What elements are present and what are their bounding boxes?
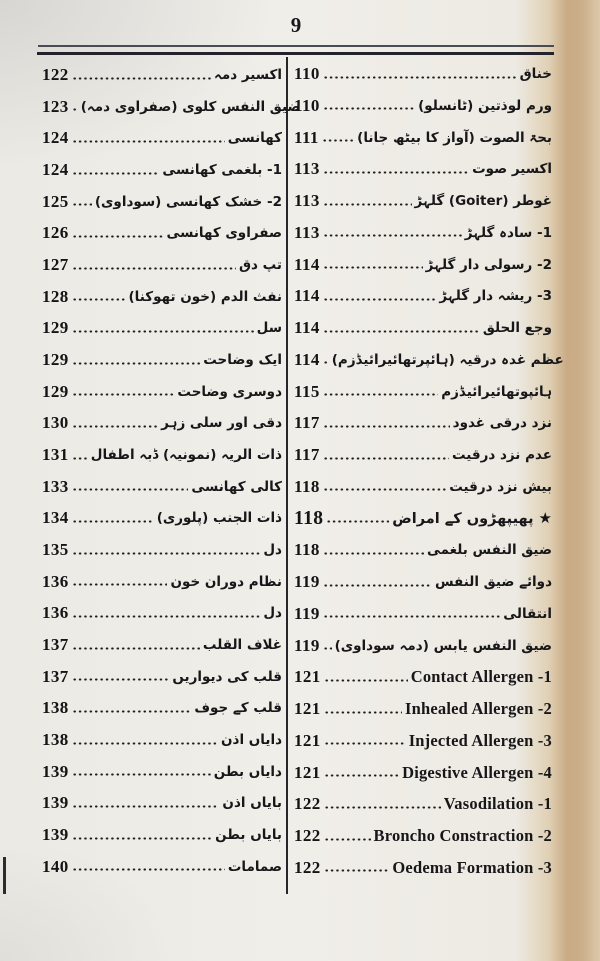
entry-title: اکسیر دمہ — [213, 67, 282, 83]
dot-leader — [323, 218, 462, 248]
entry-title: ذات الریہ (نمونیہ) ڈبہ اطفال — [90, 447, 282, 464]
toc-entry — [42, 250, 282, 280]
dot-leader — [323, 59, 517, 89]
entry-page-number: 136 — [42, 571, 69, 591]
toc-entry — [42, 345, 282, 375]
toc-entry — [42, 408, 282, 438]
toc-column-left — [42, 60, 301, 882]
dot-leader — [72, 662, 170, 692]
dot-leader — [72, 155, 160, 185]
dot-leader — [72, 408, 158, 438]
dot-leader — [324, 821, 371, 851]
toc-entry — [294, 123, 552, 153]
entry-page-number: 119 — [294, 572, 320, 591]
dot-leader — [323, 281, 437, 311]
dot-leader — [324, 694, 402, 724]
toc-entry — [294, 218, 552, 248]
dot-leader — [72, 282, 126, 312]
entry-title: غلاف القلب — [202, 637, 282, 654]
entry-page-number: 110 — [294, 95, 320, 115]
entry-title: Injected Allergen -3 — [408, 730, 552, 750]
dot-leader — [324, 758, 399, 788]
entry-page-number: 128 — [42, 286, 69, 306]
toc-entry — [42, 693, 282, 723]
entry-title: دل — [263, 605, 282, 622]
toc-entry — [42, 535, 282, 565]
entry-page-number: 117 — [294, 413, 320, 433]
entry-page-number: 124 — [42, 160, 69, 180]
entry-title: ضیق النفس یابس (دمہ سوداوی) — [334, 637, 552, 654]
dot-leader — [72, 250, 236, 280]
column-divider — [286, 57, 288, 894]
dot-leader — [72, 440, 88, 470]
entry-title: دایاں اذن — [221, 732, 282, 749]
toc-entry — [294, 535, 552, 565]
toc-entry — [42, 788, 282, 818]
entry-title: صفراوی کھانسی — [166, 225, 282, 242]
entry-title: Inhealed Allergen -2 — [405, 699, 552, 718]
entry-page-number: 139 — [42, 825, 69, 845]
entry-page-number: 135 — [42, 540, 69, 560]
entry-title: عدم نزد درقیت — [451, 447, 552, 463]
entry-page-number: 121 — [294, 730, 321, 750]
entry-title: 1- سادہ گلہڑ — [464, 224, 552, 241]
toc-entry — [42, 757, 282, 787]
entry-page-number: 110 — [294, 64, 320, 83]
toc-entry — [42, 187, 282, 217]
entry-page-number: 121 — [294, 667, 321, 687]
entry-page-number: 119 — [294, 603, 320, 623]
entry-title: ایک وضاحت — [203, 352, 282, 369]
entry-page-number: 114 — [294, 286, 320, 306]
toc-entry — [42, 852, 282, 882]
entry-title: بحۃ الصوت (آواز کا بیٹھ جانا) — [357, 129, 552, 146]
entry-title: 2- رسولی دار گلہڑ — [425, 256, 552, 273]
entry-title: ضیق النفس کلوی (صفراوی دمہ) — [80, 98, 301, 115]
toc-entry — [294, 59, 552, 89]
entry-title: 3- ریشہ دار گلہڑ — [439, 288, 552, 305]
toc-entry — [294, 313, 552, 343]
entry-page-number: 131 — [42, 445, 69, 465]
toc-column-right — [294, 59, 564, 883]
entry-title: Vasodilation -1 — [443, 794, 552, 814]
toc-entry — [294, 91, 552, 121]
entry-title: دل — [263, 542, 282, 559]
dot-leader — [323, 599, 501, 629]
entry-page-number: 126 — [42, 223, 69, 243]
entry-page-number: 139 — [42, 761, 69, 781]
toc-entry — [42, 313, 282, 343]
entry-page-number: 114 — [294, 349, 320, 369]
entry-page-number: 121 — [294, 762, 321, 782]
dot-leader — [323, 440, 449, 470]
entry-page-number: 137 — [42, 635, 69, 655]
entry-page-number: 118 — [294, 507, 324, 529]
toc-entry — [294, 631, 552, 661]
dot-leader — [323, 535, 424, 565]
entry-title: کھانسی — [227, 130, 282, 147]
entry-title: نزد درقی غدود — [452, 415, 552, 432]
dot-leader — [326, 504, 389, 534]
toc-entry — [42, 725, 282, 755]
entry-title: ہائپوتھائیرائیڈزم — [441, 383, 552, 400]
toc-entry — [294, 154, 552, 184]
toc-entry — [294, 726, 552, 756]
entry-page-number: 130 — [42, 413, 69, 433]
entry-title: خناق — [519, 66, 552, 82]
toc-entry — [294, 789, 552, 819]
dot-leader — [72, 92, 78, 122]
entry-page-number: 140 — [42, 856, 69, 876]
entry-page-number: 118 — [294, 540, 320, 560]
dot-leader — [72, 757, 211, 787]
toc-entry — [42, 123, 282, 153]
dot-leader — [323, 631, 332, 661]
scan-edge-mark — [3, 857, 6, 894]
entry-title: اکسیر صوت — [472, 161, 552, 178]
entry-title: Broncho Constraction -2 — [373, 826, 552, 845]
dot-leader — [72, 60, 211, 90]
entry-title: 1- بلغمی کھانسی — [162, 162, 282, 179]
dot-leader — [324, 853, 390, 883]
entry-title: بایاں بطن — [215, 827, 282, 844]
dot-leader — [323, 567, 432, 597]
entry-title: نفث الدم (خون تھوکنا) — [128, 288, 282, 305]
dot-leader — [72, 820, 212, 850]
entry-title: غوطر (Goiter) گلہڑ — [414, 193, 552, 209]
toc-entry — [42, 282, 282, 312]
entry-page-number: 139 — [42, 793, 69, 813]
toc-entry — [42, 60, 282, 90]
dot-leader — [72, 345, 201, 375]
entry-page-number: 129 — [42, 318, 69, 338]
toc-entry — [294, 694, 552, 724]
header-rule-thick — [37, 52, 554, 55]
toc-entry — [42, 503, 282, 533]
entry-title: ضیق النفس بلغمی — [426, 542, 552, 559]
entry-title: دایاں بطن — [213, 763, 282, 780]
toc-entry — [42, 598, 282, 628]
dot-leader — [324, 726, 406, 756]
toc-entry — [42, 662, 282, 692]
toc-entry — [294, 250, 552, 280]
entry-title: ورم لوذتین (ٹانسلو) — [418, 97, 552, 114]
entry-page-number: 122 — [294, 794, 321, 814]
toc-entry — [42, 440, 282, 470]
toc-entry — [294, 758, 552, 788]
toc-entry — [42, 377, 282, 407]
dot-leader — [72, 472, 189, 502]
entry-page-number: 133 — [42, 476, 69, 496]
entry-title: Oedema Formation -3 — [392, 857, 552, 877]
dot-leader — [323, 186, 412, 216]
dot-leader — [72, 313, 254, 343]
dot-leader — [323, 408, 450, 438]
toc-entry — [294, 186, 552, 216]
toc-entry — [294, 853, 552, 883]
entry-title: بایاں اذن — [222, 795, 282, 812]
entry-title: نظام دوران خون — [170, 573, 282, 590]
toc-entry — [42, 567, 282, 597]
entry-page-number: 137 — [42, 666, 69, 686]
entry-title: کالی کھانسی — [191, 478, 282, 495]
entry-page-number: 138 — [42, 730, 69, 750]
toc-entry — [294, 281, 552, 311]
entry-title: بیش نزد درقیت — [449, 478, 552, 495]
toc-entry — [294, 821, 552, 851]
toc-entry — [294, 662, 552, 692]
entry-title: دوائے ضیق النفس — [434, 574, 552, 590]
dot-leader — [72, 567, 168, 597]
entry-title: پھیپھڑوں کے امراض — [392, 510, 534, 527]
toc-entry — [294, 472, 552, 502]
entry-page-number: 118 — [294, 476, 320, 496]
dot-leader — [324, 789, 441, 819]
entry-title: Contact Allergen -1 — [410, 667, 552, 687]
dot-leader — [323, 91, 415, 121]
dot-leader — [72, 123, 225, 153]
dot-leader — [323, 377, 439, 407]
entry-page-number: 114 — [294, 318, 320, 337]
entry-page-number: 114 — [294, 254, 320, 274]
toc-entry — [294, 504, 552, 534]
dot-leader — [323, 313, 480, 343]
entry-title: صمامات — [227, 858, 282, 875]
entry-page-number: 111 — [294, 127, 319, 147]
entry-page-number: 138 — [42, 698, 69, 718]
entry-page-number: 124 — [42, 128, 69, 148]
entry-title: وجع الحلق — [482, 320, 552, 336]
entry-page-number: 123 — [42, 96, 69, 116]
toc-entry — [294, 599, 552, 629]
dot-leader — [72, 852, 225, 882]
dot-leader — [72, 535, 261, 565]
dot-leader — [72, 788, 220, 818]
entry-page-number: 122 — [42, 65, 69, 84]
entry-page-number: 125 — [42, 191, 69, 211]
entry-page-number: 129 — [42, 350, 69, 370]
toc-entry — [294, 345, 564, 375]
entry-title: دوسری وضاحت — [177, 383, 282, 400]
entry-title: 2- خشک کھانسی (سوداوی) — [94, 193, 282, 210]
entry-page-number: 122 — [294, 826, 321, 845]
dot-leader — [322, 123, 354, 153]
page-number: 9 — [290, 13, 302, 37]
dot-leader — [323, 250, 423, 280]
entry-page-number: 113 — [294, 222, 320, 242]
dot-leader — [72, 598, 261, 628]
toc-entry — [42, 92, 301, 122]
entry-page-number: 127 — [42, 255, 69, 275]
toc-entry — [42, 155, 282, 185]
toc-entry — [42, 218, 282, 248]
entry-page-number: 122 — [294, 857, 321, 877]
dot-leader — [72, 218, 164, 248]
header-rule-thin — [38, 45, 554, 47]
entry-title: دقی اور سلی زہر — [161, 415, 282, 432]
entry-page-number: 117 — [294, 445, 320, 464]
dot-leader — [324, 662, 408, 692]
toc-entry — [294, 408, 552, 438]
star-icon: ★ — [538, 509, 552, 527]
entry-title: تپ دق — [238, 257, 282, 274]
entry-title: Digestive Allergen -4 — [402, 762, 552, 782]
dot-leader — [72, 630, 200, 660]
entry-page-number: 121 — [294, 699, 321, 718]
entry-page-number: 113 — [294, 159, 320, 179]
entry-title: عظم غدہ درقیہ (ہائپرتھائیرائیڈزم) — [331, 351, 564, 368]
entry-title: انتقالی — [503, 605, 552, 622]
dot-leader — [72, 725, 218, 755]
entry-title: قلب کی دیواریں — [172, 668, 282, 685]
entry-title: ذات الجنب (پلوری) — [156, 510, 282, 527]
dot-leader — [72, 377, 175, 407]
entry-page-number: 136 — [42, 603, 69, 623]
dot-leader — [72, 503, 154, 533]
dot-leader — [323, 154, 469, 184]
dot-leader — [323, 345, 329, 375]
entry-page-number: 119 — [294, 635, 320, 655]
entry-page-number: 134 — [42, 508, 69, 528]
dot-leader — [72, 693, 192, 723]
entry-page-number: 129 — [42, 381, 69, 401]
toc-entry — [294, 377, 552, 407]
toc-entry — [42, 472, 282, 502]
entry-title: سل — [256, 320, 282, 337]
entry-page-number: 113 — [294, 191, 320, 210]
toc-entry — [294, 440, 552, 470]
dot-leader — [72, 187, 92, 217]
dot-leader — [323, 472, 446, 502]
toc-entry — [42, 820, 282, 850]
entry-title: قلب کے جوف — [194, 700, 282, 717]
toc-entry — [42, 630, 282, 660]
entry-page-number: 115 — [294, 381, 320, 401]
toc-entry — [294, 567, 552, 597]
